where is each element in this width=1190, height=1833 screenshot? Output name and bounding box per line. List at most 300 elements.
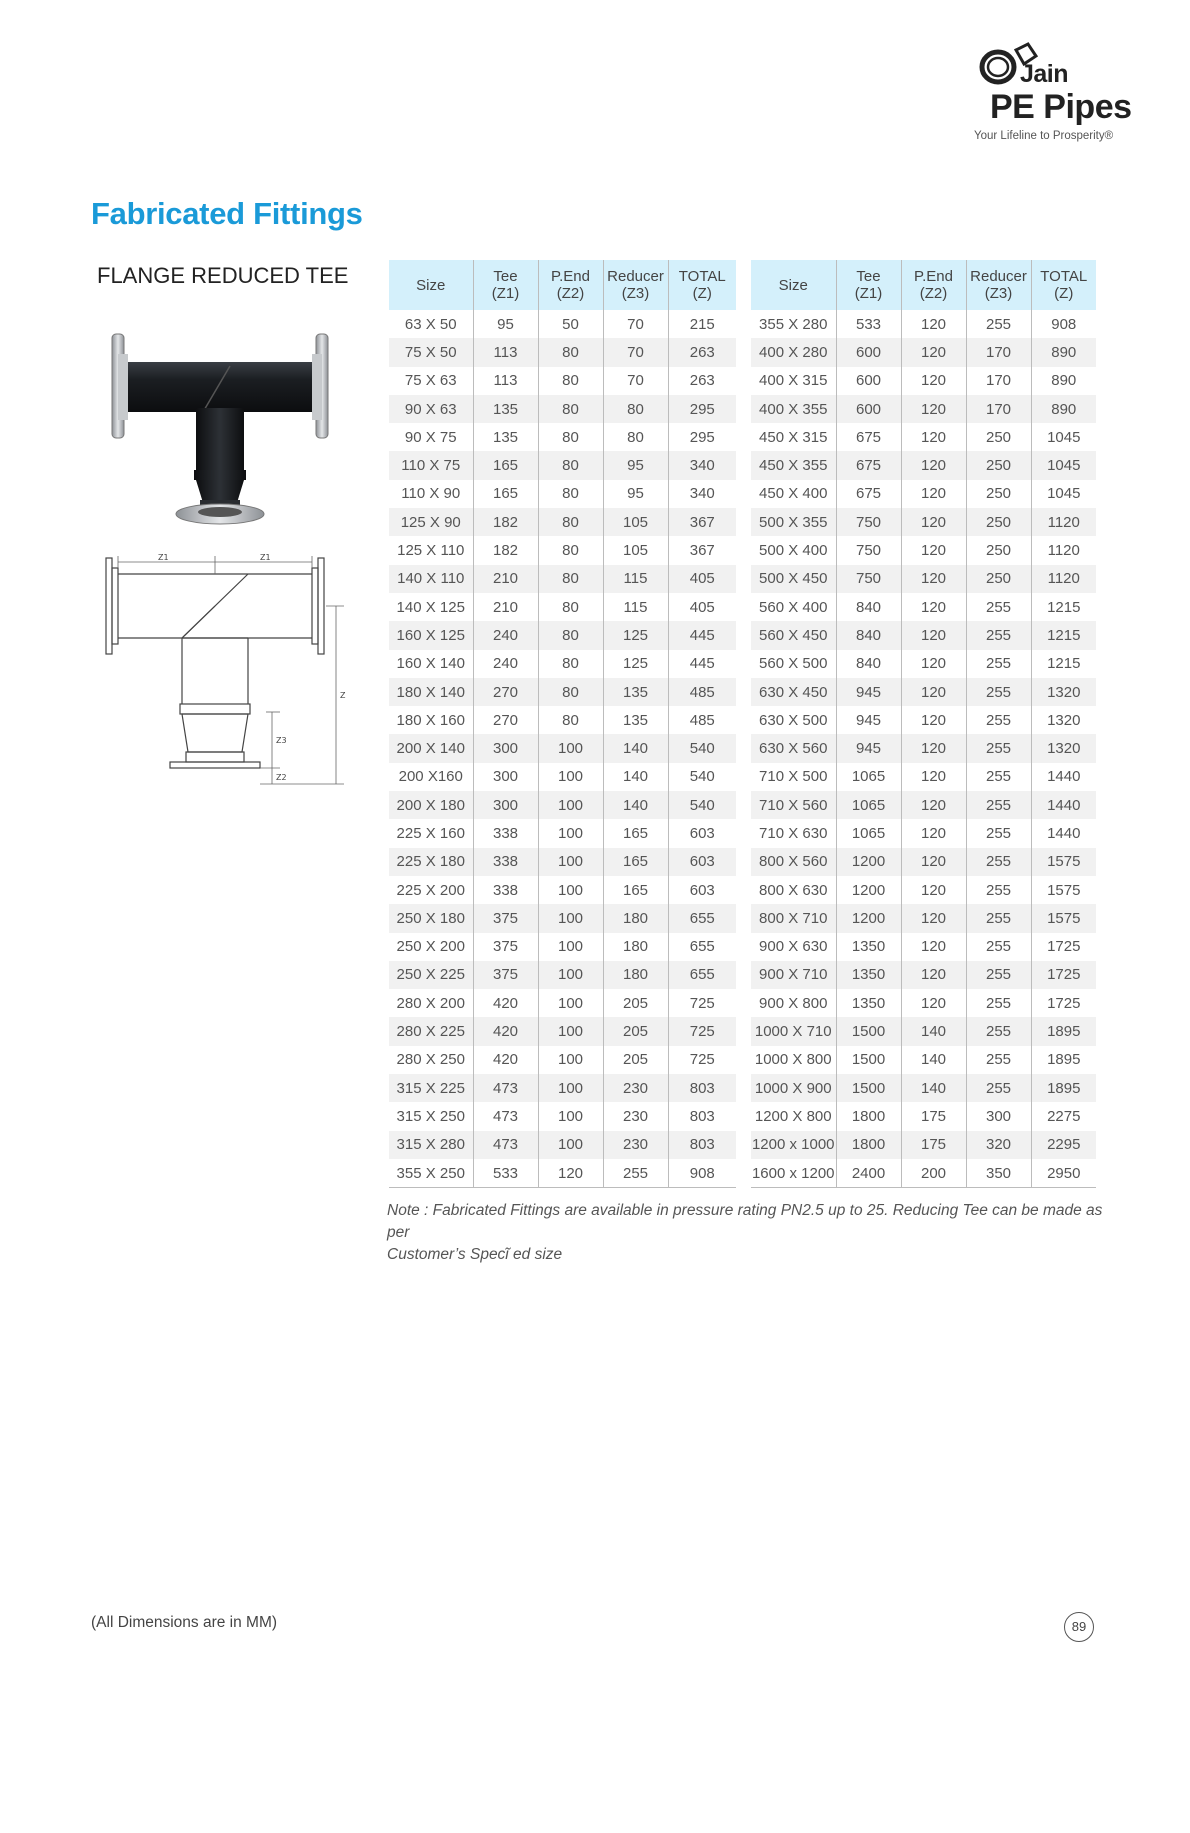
cell-p-end-z2: 80 bbox=[538, 338, 603, 366]
cell-tee-z1: 675 bbox=[836, 451, 901, 479]
cell-total-z: 1895 bbox=[1031, 1017, 1096, 1045]
cell-size: 560 X 500 bbox=[759, 655, 828, 673]
table-header-row bbox=[389, 260, 736, 310]
cell-size: 90 X 63 bbox=[389, 395, 473, 423]
cell-tee-z1: 210 bbox=[473, 565, 538, 593]
cell-total-z: 1120 bbox=[1031, 536, 1096, 564]
table-row bbox=[751, 678, 1096, 706]
cell-reducer-z3: 255 bbox=[966, 650, 1031, 678]
cell-total-z: 1320 bbox=[1031, 678, 1096, 706]
table-row bbox=[389, 989, 736, 1017]
cell-reducer-z3: 70 bbox=[603, 310, 668, 338]
cell-total-z: 890 bbox=[1031, 367, 1096, 395]
cell-total-z: 485 bbox=[668, 678, 736, 706]
cell-tee-z1: 270 bbox=[473, 706, 538, 734]
cell-tee-z1: 338 bbox=[473, 848, 538, 876]
table-row bbox=[751, 961, 1096, 989]
cell-p-end-z2: 100 bbox=[538, 791, 603, 819]
table-row bbox=[751, 734, 1096, 762]
page-number: 89 bbox=[1064, 1612, 1094, 1642]
cell-total-z: 1575 bbox=[1031, 904, 1096, 932]
cell-reducer-z3: 105 bbox=[603, 536, 668, 564]
cell-tee-z1: 300 bbox=[473, 791, 538, 819]
table-row bbox=[751, 593, 1096, 621]
cell-total-z: 1725 bbox=[1031, 961, 1096, 989]
cell-p-end-z2: 120 bbox=[901, 338, 966, 366]
cell-p-end-z2: 120 bbox=[901, 650, 966, 678]
cell-total-z: 2950 bbox=[1031, 1159, 1096, 1188]
section-title: Fabricated Fittings bbox=[91, 196, 363, 231]
cell-size: 225 X 200 bbox=[396, 881, 465, 899]
cell-p-end-z2: 120 bbox=[901, 706, 966, 734]
cell-reducer-z3: 170 bbox=[966, 367, 1031, 395]
cell-size: 630 X 450 bbox=[751, 678, 836, 706]
cell-reducer-z3: 105 bbox=[603, 508, 668, 536]
cell-tee-z1: 300 bbox=[473, 763, 538, 791]
cell-tee-z1: 135 bbox=[473, 395, 538, 423]
table-row bbox=[389, 480, 736, 508]
cell-tee-z1: 1500 bbox=[836, 1046, 901, 1074]
cell-total-z: 1215 bbox=[1031, 650, 1096, 678]
cell-total-z: 1120 bbox=[1031, 565, 1096, 593]
brand-name-jain: Jain bbox=[1020, 60, 1069, 88]
cell-reducer-z3: 70 bbox=[603, 338, 668, 366]
availability-note bbox=[387, 1200, 1107, 1266]
cell-p-end-z2: 100 bbox=[538, 1046, 603, 1074]
cell-size: 560 X 400 bbox=[759, 598, 828, 616]
table-row bbox=[389, 734, 736, 762]
table-row bbox=[389, 1046, 736, 1074]
cell-size: 200 X160 bbox=[398, 768, 463, 786]
table-row bbox=[389, 593, 736, 621]
cell-reducer-z3: 250 bbox=[966, 565, 1031, 593]
drawing-label-z3: Z3 bbox=[276, 736, 287, 745]
cell-total-z: 1045 bbox=[1031, 451, 1096, 479]
cell-total-z: 295 bbox=[668, 423, 736, 451]
drawing-label-z2: Z2 bbox=[276, 773, 287, 782]
cell-reducer-z3: 115 bbox=[603, 593, 668, 621]
cell-p-end-z2: 100 bbox=[538, 763, 603, 791]
cell-p-end-z2: 200 bbox=[901, 1159, 966, 1188]
cell-p-end-z2: 120 bbox=[901, 480, 966, 508]
cell-tee-z1: 533 bbox=[473, 1159, 538, 1188]
cell-reducer-z3: 255 bbox=[966, 310, 1031, 338]
table-row bbox=[751, 650, 1096, 678]
cell-reducer-z3: 255 bbox=[966, 706, 1031, 734]
cell-p-end-z2: 120 bbox=[901, 933, 966, 961]
cell-reducer-z3: 140 bbox=[603, 763, 668, 791]
cell-reducer-z3: 300 bbox=[966, 1102, 1031, 1130]
table-row bbox=[389, 1074, 736, 1102]
cell-total-z: 1575 bbox=[1031, 876, 1096, 904]
table-row bbox=[751, 1017, 1096, 1045]
cell-size: 280 X 250 bbox=[396, 1051, 465, 1069]
table-row bbox=[751, 1074, 1096, 1102]
table-row bbox=[751, 989, 1096, 1017]
table-row bbox=[389, 1131, 736, 1159]
dimension-table-right bbox=[751, 260, 1096, 1188]
cell-reducer-z3: 115 bbox=[603, 565, 668, 593]
cell-tee-z1: 1200 bbox=[836, 876, 901, 904]
cell-size: 500 X 450 bbox=[751, 565, 836, 593]
cell-total-z: 1215 bbox=[1031, 593, 1096, 621]
cell-tee-z1: 270 bbox=[473, 678, 538, 706]
cell-p-end-z2: 120 bbox=[901, 310, 966, 338]
table-row bbox=[751, 819, 1096, 847]
cell-tee-z1: 300 bbox=[473, 734, 538, 762]
cell-total-z: 263 bbox=[668, 367, 736, 395]
dimension-table-left bbox=[389, 260, 736, 1188]
table-row bbox=[751, 876, 1096, 904]
cell-total-z: 803 bbox=[668, 1131, 736, 1159]
cell-tee-z1: 1350 bbox=[836, 961, 901, 989]
header-tee: Tee (Z1) bbox=[473, 260, 538, 310]
cell-size: 160 X 125 bbox=[389, 621, 473, 649]
header-reducer: Reducer (Z3) bbox=[966, 260, 1031, 310]
cell-size: 315 X 225 bbox=[389, 1074, 473, 1102]
cell-reducer-z3: 230 bbox=[603, 1102, 668, 1130]
cell-reducer-z3: 180 bbox=[603, 904, 668, 932]
brand-name-pe-pipes: PE Pipes bbox=[990, 88, 1132, 126]
table-row bbox=[389, 650, 736, 678]
cell-reducer-z3: 250 bbox=[966, 423, 1031, 451]
cell-total-z: 1725 bbox=[1031, 933, 1096, 961]
cell-reducer-z3: 255 bbox=[966, 763, 1031, 791]
table-row bbox=[389, 763, 736, 791]
cell-reducer-z3: 205 bbox=[603, 1017, 668, 1045]
table-row bbox=[751, 395, 1096, 423]
table-row bbox=[389, 819, 736, 847]
table-row bbox=[389, 1159, 736, 1188]
cell-size: 710 X 500 bbox=[759, 768, 828, 786]
cell-size: 180 X 160 bbox=[396, 711, 465, 729]
cell-tee-z1: 182 bbox=[473, 508, 538, 536]
cell-reducer-z3: 205 bbox=[603, 989, 668, 1017]
cell-reducer-z3: 250 bbox=[966, 536, 1031, 564]
cell-p-end-z2: 80 bbox=[538, 536, 603, 564]
table-row bbox=[751, 451, 1096, 479]
cell-reducer-z3: 255 bbox=[966, 819, 1031, 847]
cell-size: 1200 X 800 bbox=[754, 1107, 832, 1125]
cell-total-z: 367 bbox=[668, 536, 736, 564]
cell-tee-z1: 1500 bbox=[836, 1017, 901, 1045]
brand-logo bbox=[968, 24, 1132, 150]
cell-size: 75 X 50 bbox=[389, 338, 473, 366]
cell-reducer-z3: 95 bbox=[603, 480, 668, 508]
cell-total-z: 1895 bbox=[1031, 1046, 1096, 1074]
table-row bbox=[751, 508, 1096, 536]
table-row bbox=[389, 791, 736, 819]
cell-size: 400 X 280 bbox=[751, 338, 836, 366]
cell-p-end-z2: 140 bbox=[901, 1017, 966, 1045]
cell-total-z: 340 bbox=[668, 480, 736, 508]
table-row bbox=[389, 706, 736, 734]
cell-size: 1600 x 1200 bbox=[751, 1159, 836, 1188]
cell-total-z: 263 bbox=[668, 338, 736, 366]
cell-reducer-z3: 165 bbox=[603, 819, 668, 847]
cell-tee-z1: 1065 bbox=[836, 763, 901, 791]
cell-size: 160 X 140 bbox=[396, 655, 465, 673]
cell-reducer-z3: 255 bbox=[966, 734, 1031, 762]
cell-reducer-z3: 255 bbox=[966, 933, 1031, 961]
cell-total-z: 215 bbox=[668, 310, 736, 338]
table-row bbox=[751, 338, 1096, 366]
table-row bbox=[751, 367, 1096, 395]
table-header-row bbox=[751, 260, 1096, 310]
cell-p-end-z2: 100 bbox=[538, 1131, 603, 1159]
cell-tee-z1: 473 bbox=[473, 1102, 538, 1130]
table-row bbox=[389, 423, 736, 451]
cell-tee-z1: 210 bbox=[473, 593, 538, 621]
cell-total-z: 540 bbox=[668, 763, 736, 791]
cell-size: 450 X 315 bbox=[759, 428, 828, 446]
cell-size: 315 X 250 bbox=[396, 1107, 465, 1125]
header-size: Size bbox=[751, 260, 836, 310]
cell-tee-z1: 338 bbox=[473, 819, 538, 847]
table-row bbox=[751, 310, 1096, 338]
table-row bbox=[751, 1131, 1096, 1159]
cell-reducer-z3: 255 bbox=[966, 1046, 1031, 1074]
cell-tee-z1: 840 bbox=[836, 593, 901, 621]
table-row bbox=[389, 1102, 736, 1130]
cell-p-end-z2: 80 bbox=[538, 423, 603, 451]
cell-reducer-z3: 250 bbox=[966, 480, 1031, 508]
table-row bbox=[389, 876, 736, 904]
cell-p-end-z2: 80 bbox=[538, 395, 603, 423]
cell-p-end-z2: 140 bbox=[901, 1046, 966, 1074]
cell-p-end-z2: 100 bbox=[538, 876, 603, 904]
cell-total-z: 890 bbox=[1031, 395, 1096, 423]
cell-size: 315 X 280 bbox=[389, 1131, 473, 1159]
cell-size: 630 X 560 bbox=[751, 734, 836, 762]
cell-size: 250 X 180 bbox=[389, 904, 473, 932]
cell-p-end-z2: 120 bbox=[901, 565, 966, 593]
cell-size: 900 X 800 bbox=[759, 994, 828, 1012]
cell-size: 140 X 125 bbox=[396, 598, 465, 616]
cell-tee-z1: 840 bbox=[836, 621, 901, 649]
cell-total-z: 603 bbox=[668, 819, 736, 847]
cell-total-z: 1895 bbox=[1031, 1074, 1096, 1102]
cell-total-z: 803 bbox=[668, 1074, 736, 1102]
cell-reducer-z3: 230 bbox=[603, 1131, 668, 1159]
table-row bbox=[389, 961, 736, 989]
cell-total-z: 655 bbox=[668, 904, 736, 932]
table-row bbox=[751, 621, 1096, 649]
cell-total-z: 1440 bbox=[1031, 791, 1096, 819]
cell-p-end-z2: 120 bbox=[901, 904, 966, 932]
cell-total-z: 405 bbox=[668, 593, 736, 621]
table-row bbox=[389, 338, 736, 366]
cell-reducer-z3: 135 bbox=[603, 678, 668, 706]
cell-p-end-z2: 175 bbox=[901, 1102, 966, 1130]
cell-total-z: 908 bbox=[668, 1159, 736, 1188]
cell-tee-z1: 1065 bbox=[836, 791, 901, 819]
cell-size: 250 X 225 bbox=[389, 961, 473, 989]
cell-size: 500 X 400 bbox=[759, 542, 828, 560]
cell-p-end-z2: 80 bbox=[538, 593, 603, 621]
cell-total-z: 1725 bbox=[1031, 989, 1096, 1017]
cell-tee-z1: 375 bbox=[473, 961, 538, 989]
cell-reducer-z3: 250 bbox=[966, 508, 1031, 536]
cell-total-z: 485 bbox=[668, 706, 736, 734]
cell-reducer-z3: 125 bbox=[603, 621, 668, 649]
cell-total-z: 540 bbox=[668, 791, 736, 819]
note-line-2: Customer’s Specĩ ed size bbox=[387, 1246, 563, 1263]
cell-size: 500 X 355 bbox=[751, 508, 836, 536]
cell-tee-z1: 375 bbox=[473, 904, 538, 932]
cell-total-z: 803 bbox=[668, 1102, 736, 1130]
cell-size: 200 X 140 bbox=[389, 734, 473, 762]
cell-p-end-z2: 100 bbox=[538, 1017, 603, 1045]
table-row bbox=[751, 904, 1096, 932]
cell-p-end-z2: 120 bbox=[901, 423, 966, 451]
table-row bbox=[751, 848, 1096, 876]
cell-p-end-z2: 120 bbox=[901, 536, 966, 564]
cell-size: 800 X 630 bbox=[759, 881, 828, 899]
cell-tee-z1: 600 bbox=[836, 395, 901, 423]
cell-reducer-z3: 135 bbox=[603, 706, 668, 734]
cell-tee-z1: 1350 bbox=[836, 933, 901, 961]
cell-p-end-z2: 120 bbox=[901, 367, 966, 395]
cell-p-end-z2: 175 bbox=[901, 1131, 966, 1159]
cell-size: 560 X 450 bbox=[751, 621, 836, 649]
cell-total-z: 1215 bbox=[1031, 621, 1096, 649]
cell-total-z: 655 bbox=[668, 961, 736, 989]
table-row bbox=[751, 1102, 1096, 1130]
cell-tee-z1: 240 bbox=[473, 621, 538, 649]
cell-total-z: 1440 bbox=[1031, 819, 1096, 847]
cell-reducer-z3: 250 bbox=[966, 451, 1031, 479]
cell-tee-z1: 945 bbox=[836, 734, 901, 762]
cell-tee-z1: 165 bbox=[473, 480, 538, 508]
table-row bbox=[389, 848, 736, 876]
header-size: Size bbox=[389, 260, 473, 310]
table-row bbox=[751, 933, 1096, 961]
cell-reducer-z3: 165 bbox=[603, 876, 668, 904]
cell-tee-z1: 750 bbox=[836, 536, 901, 564]
product-title: FLANGE REDUCED TEE bbox=[97, 263, 349, 288]
cell-p-end-z2: 100 bbox=[538, 989, 603, 1017]
cell-p-end-z2: 120 bbox=[901, 621, 966, 649]
table-row bbox=[389, 451, 736, 479]
cell-reducer-z3: 80 bbox=[603, 423, 668, 451]
cell-tee-z1: 1800 bbox=[836, 1131, 901, 1159]
cell-tee-z1: 1065 bbox=[836, 819, 901, 847]
cell-total-z: 1120 bbox=[1031, 508, 1096, 536]
cell-size: 125 X 90 bbox=[389, 508, 473, 536]
cell-reducer-z3: 320 bbox=[966, 1131, 1031, 1159]
cell-tee-z1: 840 bbox=[836, 650, 901, 678]
cell-p-end-z2: 100 bbox=[538, 734, 603, 762]
cell-reducer-z3: 255 bbox=[966, 904, 1031, 932]
flange-reduced-tee-photo bbox=[108, 330, 338, 530]
drawing-label-z1-left: Z1 bbox=[158, 553, 169, 562]
cell-total-z: 890 bbox=[1031, 338, 1096, 366]
table-row bbox=[389, 678, 736, 706]
brand-tagline: Your Lifeline to Prosperity® bbox=[974, 130, 1114, 142]
cell-p-end-z2: 50 bbox=[538, 310, 603, 338]
cell-p-end-z2: 80 bbox=[538, 565, 603, 593]
cell-tee-z1: 338 bbox=[473, 876, 538, 904]
cell-reducer-z3: 255 bbox=[966, 1074, 1031, 1102]
cell-size: 900 X 710 bbox=[751, 961, 836, 989]
cell-total-z: 2275 bbox=[1031, 1102, 1096, 1130]
cell-p-end-z2: 80 bbox=[538, 480, 603, 508]
cell-tee-z1: 375 bbox=[473, 933, 538, 961]
cell-p-end-z2: 80 bbox=[538, 678, 603, 706]
cell-size: 125 X 110 bbox=[397, 542, 465, 560]
cell-total-z: 367 bbox=[668, 508, 736, 536]
cell-size: 355 X 280 bbox=[759, 315, 828, 333]
cell-total-z: 655 bbox=[668, 933, 736, 961]
cell-tee-z1: 750 bbox=[836, 565, 901, 593]
cell-reducer-z3: 205 bbox=[603, 1046, 668, 1074]
drawing-label-z: Z bbox=[340, 691, 346, 700]
table-row bbox=[389, 1017, 736, 1045]
cell-total-z: 340 bbox=[668, 451, 736, 479]
cell-p-end-z2: 120 bbox=[901, 395, 966, 423]
cell-total-z: 1575 bbox=[1031, 848, 1096, 876]
cell-tee-z1: 420 bbox=[473, 989, 538, 1017]
cell-tee-z1: 2400 bbox=[836, 1159, 901, 1188]
table-row bbox=[389, 565, 736, 593]
cell-size: 400 X 315 bbox=[759, 372, 828, 390]
cell-p-end-z2: 80 bbox=[538, 650, 603, 678]
cell-tee-z1: 600 bbox=[836, 367, 901, 395]
cell-reducer-z3: 255 bbox=[966, 621, 1031, 649]
cell-p-end-z2: 140 bbox=[901, 1074, 966, 1102]
cell-size: 450 X 400 bbox=[759, 485, 828, 503]
header-total: TOTAL (Z) bbox=[1031, 260, 1096, 310]
cell-size: 355 X 250 bbox=[389, 1159, 473, 1188]
cell-p-end-z2: 100 bbox=[538, 904, 603, 932]
cell-size: 710 X 560 bbox=[751, 791, 836, 819]
cell-p-end-z2: 80 bbox=[538, 508, 603, 536]
cell-p-end-z2: 120 bbox=[901, 593, 966, 621]
cell-reducer-z3: 255 bbox=[966, 961, 1031, 989]
cell-reducer-z3: 180 bbox=[603, 961, 668, 989]
table-row bbox=[389, 508, 736, 536]
table-row bbox=[389, 933, 736, 961]
cell-reducer-z3: 170 bbox=[966, 338, 1031, 366]
cell-size: 63 X 50 bbox=[404, 315, 457, 333]
cell-size: 200 X 180 bbox=[389, 791, 473, 819]
cell-p-end-z2: 120 bbox=[538, 1159, 603, 1188]
table-row bbox=[751, 565, 1096, 593]
cell-reducer-z3: 80 bbox=[603, 395, 668, 423]
table-row bbox=[389, 395, 736, 423]
cell-reducer-z3: 165 bbox=[603, 848, 668, 876]
cell-p-end-z2: 120 bbox=[901, 508, 966, 536]
cell-p-end-z2: 100 bbox=[538, 961, 603, 989]
cell-p-end-z2: 120 bbox=[901, 734, 966, 762]
cell-tee-z1: 1200 bbox=[836, 848, 901, 876]
table-row bbox=[389, 621, 736, 649]
cell-size: 710 X 630 bbox=[759, 824, 828, 842]
header-tee: Tee (Z1) bbox=[836, 260, 901, 310]
cell-total-z: 725 bbox=[668, 1046, 736, 1074]
cell-tee-z1: 473 bbox=[473, 1074, 538, 1102]
cell-reducer-z3: 255 bbox=[966, 791, 1031, 819]
cell-tee-z1: 240 bbox=[473, 650, 538, 678]
cell-tee-z1: 600 bbox=[836, 338, 901, 366]
cell-tee-z1: 165 bbox=[473, 451, 538, 479]
cell-size: 800 X 710 bbox=[751, 904, 836, 932]
cell-size: 800 X 560 bbox=[751, 848, 836, 876]
cell-reducer-z3: 255 bbox=[966, 593, 1031, 621]
flange-reduced-tee-drawing bbox=[100, 548, 370, 818]
cell-size: 90 X 75 bbox=[404, 428, 457, 446]
